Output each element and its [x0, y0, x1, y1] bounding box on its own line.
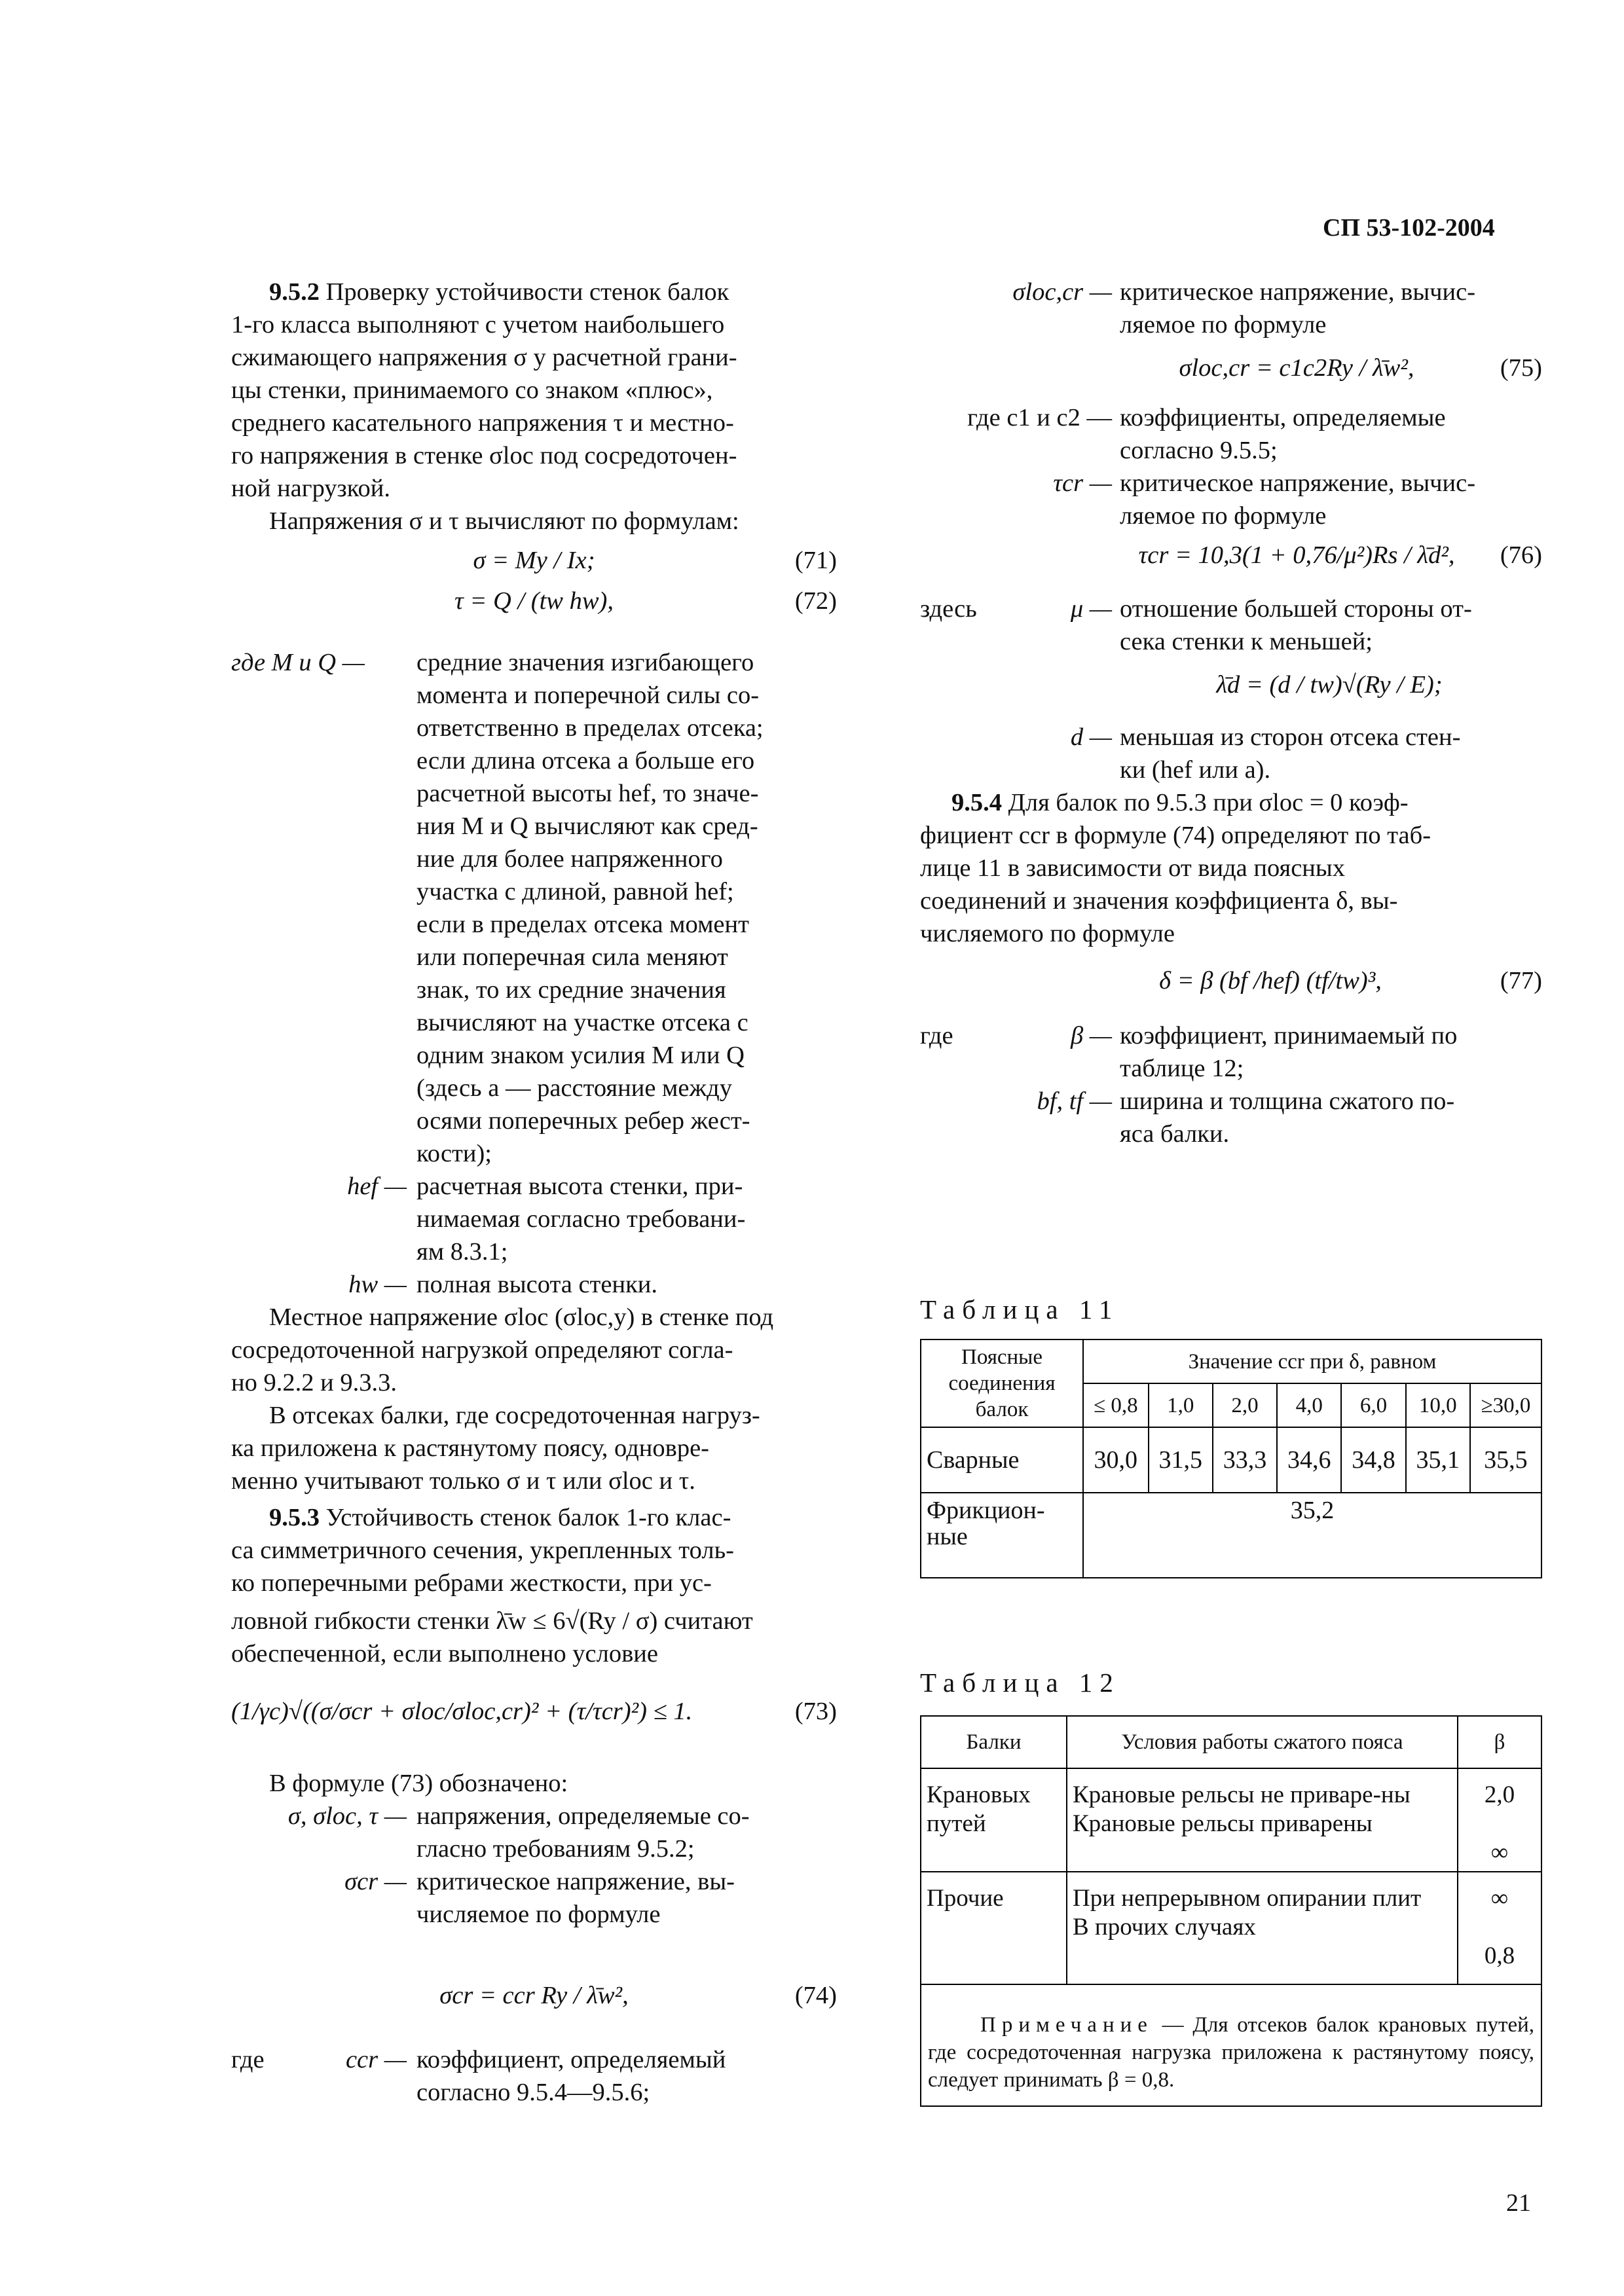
definition-text: полная высота стенки.: [416, 1271, 658, 1298]
definition-text: отношение большей стороны от- сека стенки к меньшей;: [1120, 595, 1472, 655]
formula-text: δ = β (bf /hef) (tf/tw)³,: [1159, 967, 1382, 994]
table-11: [920, 1339, 1542, 1578]
definition-text: ширина и толщина сжатого по- яса балки.: [1120, 1087, 1455, 1148]
table-cell: 2,0: [1213, 1383, 1277, 1427]
formula-text: τ = Q / (tw hw),: [454, 587, 614, 615]
definition-list-c-tau: [920, 401, 1542, 532]
definition-sloc: [920, 276, 1542, 341]
definition-term: μ —: [1070, 595, 1112, 623]
table-cell: 31,5: [1149, 1427, 1213, 1493]
formula-76: [920, 539, 1542, 579]
where-word: где: [231, 2046, 265, 2073]
table-cell: Прочие: [921, 1872, 1067, 1984]
table-cell: При непрерывном опирании плит В прочих случаях: [1067, 1872, 1458, 1984]
formula-77: [920, 964, 1542, 1005]
definition-text: критическое напряжение, вычис- ляемое по формуле: [1120, 469, 1476, 530]
left-column: [231, 276, 837, 2115]
table-cell: ≤ 0,8: [1083, 1383, 1149, 1427]
table-cell: 35,1: [1406, 1427, 1470, 1493]
formula-lambda-d: [920, 668, 1542, 709]
table-cell: Крановые рельсы не приваре-ны Крановые рельсы приварены: [1067, 1768, 1458, 1872]
table-12: [920, 1715, 1542, 2107]
table-group-header: Значение ccr при δ, равном: [1083, 1339, 1541, 1383]
text-line: Напряжения σ и τ вычисляют по формулам:: [269, 507, 739, 535]
formula-number: (77): [1500, 967, 1542, 994]
definition-term: где c1 и c2 —: [967, 404, 1112, 431]
text-line: Проверку устойчивости стенок балок: [325, 278, 729, 306]
text-line: В формуле (73) обозначено:: [269, 1770, 568, 1797]
definition-text: коэффициенты, определяемые согласно 9.5.5;: [1120, 404, 1446, 464]
text-line: го напряжения в стенке σloc под сосредоточен-: [231, 442, 737, 469]
table-cell: 33,3: [1213, 1427, 1277, 1493]
formula-number: (74): [794, 1982, 837, 2009]
definition-list-notation: [231, 1800, 837, 1963]
table-cell: 30,0: [1083, 1427, 1149, 1493]
formula-72: [231, 585, 837, 625]
table-row: [921, 1716, 1541, 1768]
formula-74: [231, 1979, 837, 2020]
definition-term: σloc,cr —: [1012, 278, 1112, 306]
formula-number: (71): [794, 547, 837, 574]
table-cell: ∞ 0,8: [1458, 1872, 1541, 1984]
table-cell: 10,0: [1406, 1383, 1470, 1427]
table-note: [921, 1984, 1541, 2106]
local-stress-paragraph: Местное напряжение σloc (σloc,y) в стенке под сосредоточенной нагрузкой определяют согла- но 9.2.2 и 9.3.3. В отсеках балки, где сосредоточенная нагруз- ка приложена к растянутому поясу, одновре- менно учитывают только σ и τ или σloc и τ.: [231, 1303, 774, 1495]
table-cell: Крановых путей: [921, 1768, 1067, 1872]
definition-term: σ, σloc, τ —: [287, 1802, 407, 1830]
table-header-cell: Балки: [921, 1716, 1067, 1768]
where-word: где: [920, 1022, 953, 1049]
text-line: среднего касательного напряжения τ и местно-: [231, 409, 734, 437]
definition-mu: [920, 592, 1542, 661]
formula-text: τcr = 10,3(1 + 0,76/μ²)Rs / λ̄d²,: [1138, 541, 1455, 569]
table-header-cell: β: [1458, 1716, 1541, 1768]
definition-term: hef —: [347, 1173, 407, 1200]
table-col-header: Поясные соединения балок: [921, 1339, 1083, 1427]
definition-text: напряжения, определяемые со- гласно требованиям 9.5.2;: [416, 1802, 750, 1863]
table-row: [921, 1984, 1541, 2106]
text-line: сжимающего напряжения σ у расчетной грани-: [231, 344, 737, 371]
table-row: [921, 1427, 1541, 1493]
section-number: 9.5.2: [269, 278, 320, 306]
note-word: Примечание: [980, 2013, 1153, 2037]
formula-71: [231, 544, 837, 585]
definition-term: bf, tf —: [1037, 1087, 1112, 1115]
definition-text: средние значения изгибающего момента и поперечной силы со- ответственно в пределах отсека; если длина отсека a больше его расчетной высоты hef, то значе- ния M и Q вычисляют как сред- ние для более напряженного участка с длиной, равной hef; если в пределах отсека момент или поперечная сила меняют знак, то их средние значения вычисляют на участке отсека с одним знаком усилия M или Q (здесь a — расстояние между осями поперечных ребер жест- кости);: [416, 649, 764, 1167]
definition-list-mq: [231, 646, 837, 1301]
table-cell: ≥30,0: [1470, 1383, 1541, 1427]
table-row: [921, 1493, 1541, 1578]
definition-term: τcr —: [1053, 469, 1112, 497]
table-12-title: Таблица 12: [920, 1667, 1120, 1698]
definition-d: [920, 721, 1542, 786]
formula-number: (76): [1500, 541, 1542, 569]
definition-term: σcr —: [344, 1868, 407, 1895]
page-number: 21: [1506, 2189, 1531, 2217]
section-number: 9.5.3: [269, 1504, 320, 1531]
definition-list-ccr: [231, 2043, 837, 2115]
table-cell: Фрикцион-ные: [921, 1493, 1083, 1578]
table-cell: Сварные: [921, 1427, 1083, 1493]
formula-text: λ̄d = (d / tw)√(Ry / E);: [1216, 671, 1443, 699]
table-cell: 34,6: [1277, 1427, 1341, 1493]
table-cell: 4,0: [1277, 1383, 1341, 1427]
text-line: цы стенки, принимаемого со знаком «плюс»,: [231, 376, 713, 404]
definition-text: критическое напряжение, вы- числяемое по формуле: [416, 1868, 735, 1928]
table-row: [921, 1872, 1541, 1984]
section-9-5-4: 9.5.4 Для балок по 9.5.3 при σloc = 0 коэф- фициент ccr в формуле (74) определяют по таб- лице 11 в зависимости от вида поясных соединений и значения коэффициента δ, вы- числяемого по формуле: [920, 789, 1431, 947]
note-text: — Для отсеков балок крановых путей, где сосредоточенная нагрузка приложена к растянутому поясу, следует принимать β = 0,8.: [928, 2013, 1535, 2092]
text-line: ной нагрузкой.: [231, 475, 390, 502]
here-word: здесь: [920, 595, 977, 623]
definition-text: расчетная высота стенки, при- нимаемая согласно требовани- ям 8.3.1;: [416, 1173, 746, 1266]
definition-term: d —: [1070, 723, 1112, 751]
table-header-cell: Условия работы сжатого пояса: [1067, 1716, 1458, 1768]
text-line: 1-го класса выполняют с учетом наибольшего: [231, 311, 725, 338]
table-row: [921, 1768, 1541, 1872]
formula-73: [231, 1695, 837, 1741]
table-cell: 35,5: [1470, 1427, 1541, 1493]
definition-term: ccr —: [345, 2046, 407, 2073]
formula-text: (1/γc)√((σ/σcr + σloc/σloc,cr)² + (τ/τcr)²) ≤ 1.: [231, 1698, 693, 1725]
table-cell: 2,0 ∞: [1458, 1768, 1541, 1872]
formula-number: (73): [794, 1698, 837, 1725]
definition-term: β —: [1070, 1022, 1112, 1049]
formula-number: (72): [794, 587, 837, 615]
section-9-5-3: 9.5.3 Устойчивость стенок балок 1-го клас- са симметричного сечения, укрепленных толь- ко поперечными ребрами жесткости, при ус- ловной гибкости стенки λ̄w ≤ 6√(Ry / σ) считают обеспеченной, если выполнено условие: [231, 1504, 753, 1667]
formula-text: σloc,cr = c1c2Ry / λ̄w²,: [1179, 354, 1414, 382]
table-11-title: Таблица 11: [920, 1294, 1120, 1324]
definition-text: коэффициент, принимаемый по таблице 12;: [1120, 1022, 1458, 1082]
table-cell: 6,0: [1341, 1383, 1405, 1427]
definition-text: критическое напряжение, вычис- ляемое по формуле: [1120, 278, 1476, 338]
section-number: 9.5.4: [951, 789, 1002, 816]
definition-list-beta: [920, 1019, 1542, 1157]
formula-75: [920, 352, 1542, 392]
definition-term: hw —: [348, 1271, 407, 1298]
formula-text: σ = My / Ix;: [473, 547, 595, 574]
table-cell: 34,8: [1341, 1427, 1405, 1493]
formula-number: (75): [1500, 354, 1542, 382]
definition-term: где M и Q —: [231, 649, 365, 676]
formula-text: σcr = ccr Ry / λ̄w²,: [439, 1982, 629, 2009]
table-cell: 1,0: [1149, 1383, 1213, 1427]
definition-text: коэффициент, определяемый согласно 9.5.4—9.5.6;: [416, 2046, 726, 2106]
definition-text: меньшая из сторон отсека стен- ки (hef или a).: [1120, 723, 1461, 784]
right-column: [920, 276, 1542, 1157]
table-cell: 35,2: [1083, 1493, 1541, 1578]
doc-code: СП 53-102-2004: [1323, 214, 1495, 242]
section-9-5-2: [231, 276, 837, 538]
